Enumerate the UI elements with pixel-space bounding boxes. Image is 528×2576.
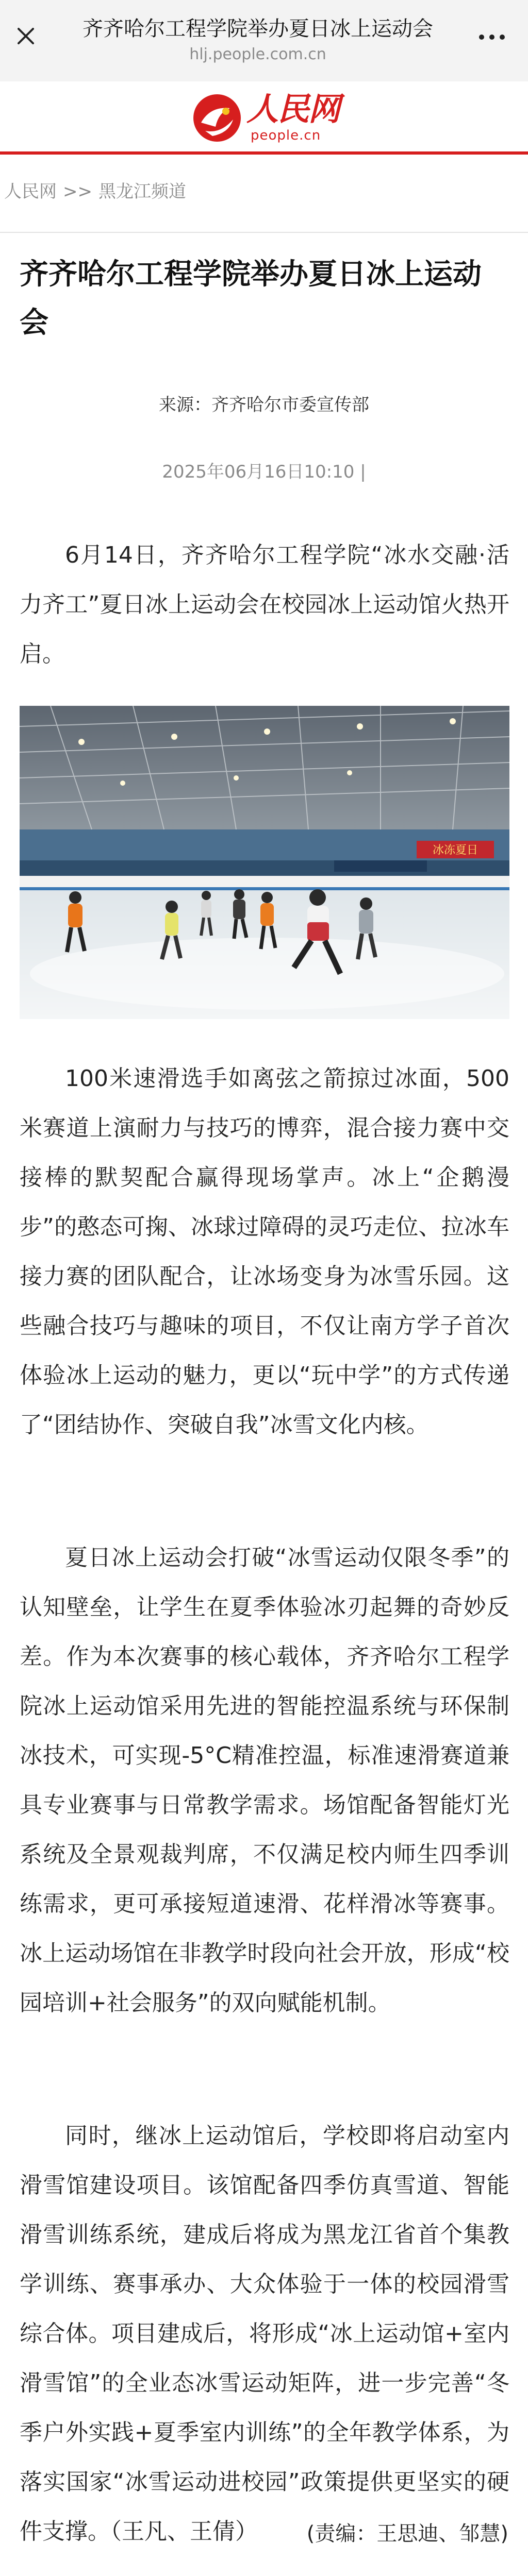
ice-rink-photo xyxy=(20,706,509,1019)
article-timestamp: 2025年06月16日10:10 | xyxy=(162,462,366,482)
article-paragraph: 100米速滑选手如离弦之箭掠过冰面，500米赛道上演耐力与技巧的博弈，混合接力赛中交接棒的默契配合赢得现场掌声。冰上“企鹅漫步”的憨态可掬、冰球过障碍的灵巧走位、拉冰车接力赛的团队配合，让冰场变身为冰雪乐园。这些融合技巧与趣味的项目，不仅让南方学子首次体验冰上运动的魅力，更以“玩中学”的方式传递了“团结协作、突破自我”冰雪文化内核。 xyxy=(20,1065,509,1438)
page-url: hlj.people.com.cn xyxy=(189,45,326,63)
browser-top-bar xyxy=(0,0,528,81)
breadcrumb xyxy=(0,155,528,233)
article-source: 来源：齐齐哈尔市委宣传部 xyxy=(159,395,369,415)
article-title: 齐齐哈尔工程学院举办夏日冰上运动会 xyxy=(20,258,482,340)
article-editor: (责编：王思迪、邹慧) xyxy=(306,2522,508,2546)
breadcrumb-link-channel[interactable]: 黑龙江频道 xyxy=(98,181,186,202)
more-button[interactable] xyxy=(475,27,508,47)
breadcrumb-separator: >> xyxy=(63,181,92,202)
site-header xyxy=(0,81,528,155)
article-paragraph: 夏日冰上运动会打破“冰雪运动仅限冬季”的认知壁垒，让学生在夏季体验冰刃起舞的奇妙反差。作为本次赛事的核心载体，齐齐哈尔工程学院冰上运动馆采用先进的智能控温系统与环保制冰技术，可实现-5°C精准控温，标准速滑赛道兼具专业赛事与日常教学需求。场馆配备智能灯光系统及全景观裁判席，不仅满足校内师生四季训练需求，更可承接短道速滑、花样滑冰等赛事。冰上运动场馆在非教学时段向社会开放，形成“校园培训+社会服务”的双向赋能机制。 xyxy=(20,1545,509,2016)
more-icon xyxy=(475,27,508,47)
article-paragraph: 同时，继冰上运动馆后，学校即将启动室内滑雪馆建设项目。该馆配备四季仿真雪道、智能滑雪训练系统，建成后将成为黑龙江省首个集教学训练、赛事承办、大众体验于一体的校园滑雪综合体。项目建成后，将形成“冰上运动馆+室内滑雪馆”的全业态冰雪运动矩阵，进一步完善“冬季户外实践+夏季室内训练”的全年教学体系，为落实国家“冰雪运动进校园”政策提供更坚实的硬件支撑。（王凡、王倩） xyxy=(20,2123,509,2545)
page-title: 齐齐哈尔工程学院举办夏日冰上运动会 xyxy=(82,17,433,41)
site-logo[interactable] xyxy=(190,90,344,146)
article-paragraph: 6月14日，齐齐哈尔工程学院“冰水交融·活力齐工”夏日冰上运动会在校园冰上运动馆火热开启。 xyxy=(20,542,509,667)
logo-text-en: people.cn xyxy=(251,128,321,143)
close-button[interactable] xyxy=(11,22,40,50)
logo-text-cn: 人民网 xyxy=(246,90,340,128)
close-icon xyxy=(11,22,40,50)
article-photo xyxy=(20,706,509,1019)
photo-banner-text: 冰冻夏日 xyxy=(432,844,478,857)
logo-emblem-icon xyxy=(190,91,244,145)
breadcrumb-link-home[interactable]: 人民网 xyxy=(4,181,57,202)
divider xyxy=(0,232,528,233)
